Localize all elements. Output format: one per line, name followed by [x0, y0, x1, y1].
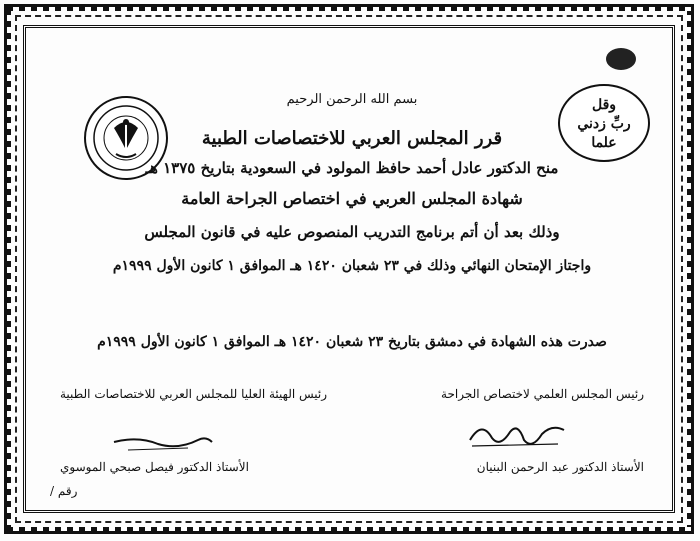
reference-number: رقم / — [50, 484, 78, 498]
signature-right — [462, 414, 572, 454]
council-decision: قرر المجلس العربي للاختصاصات الطبية — [201, 128, 503, 149]
training-line: وذلك بعد أن أتم برنامج التدريب المنصوص عليه في قانون المجلس — [144, 223, 560, 241]
signatory-name-left: الأستاذ الدكتور فيصل صبحي الموسوي — [60, 460, 249, 474]
signatory-title-left: رئيس الهيئة العليا للمجلس العربي للاختصاصات الطبية — [60, 387, 328, 401]
certificate-body — [50, 62, 644, 502]
verse-line: وقل — [591, 97, 617, 113]
recipient-line: منح الدكتور عادل أحمد حافظ المولود في السعودية بتاريخ ١٣٧٥ هـ — [145, 159, 559, 177]
signatory-title-right: رئيس المجلس العلمي لاختصاص الجراحة — [441, 387, 644, 401]
issued-line: صدرت هذه الشهادة في دمشق بتاريخ ٢٣ شعبان ١٤٢٠ هـ الموافق ١ كانون الأول ١٩٩٩م — [97, 334, 607, 350]
verse-line: ربِّ زدني — [577, 116, 631, 132]
certificate-title: شهادة المجلس العربي في اختصاص الجراحة العامة — [181, 189, 523, 208]
signatory-name-right: الأستاذ الدكتور عبد الرحمن البنيان — [476, 460, 644, 474]
verse-line: علما — [591, 135, 617, 151]
exam-line: واجتاز الإمتحان النهائي وذلك في ٢٣ شعبان ١٤٢٠ هـ الموافق ١ كانون الأول ١٩٩٩م — [112, 258, 592, 274]
signature-left — [108, 426, 218, 456]
basmala: بسم الله الرحمن الرحيم — [286, 92, 418, 107]
